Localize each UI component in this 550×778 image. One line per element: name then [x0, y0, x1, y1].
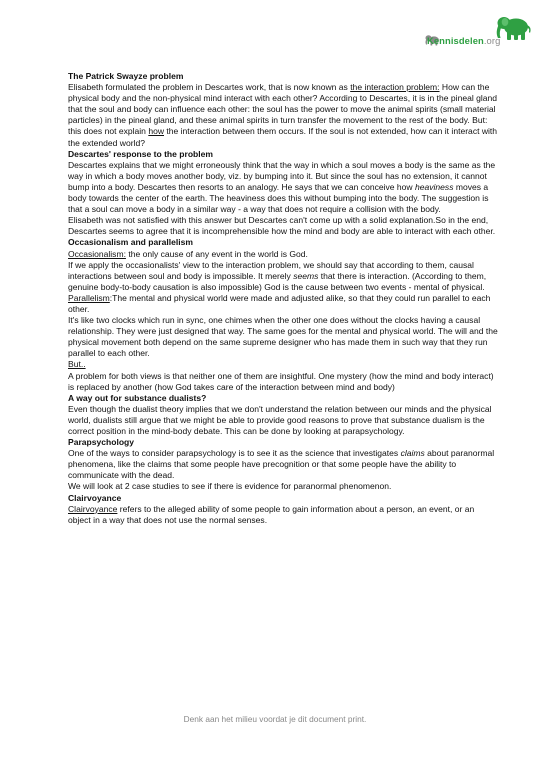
paragraph-parapsychology [68, 448, 498, 481]
text: that there is interaction. (According to them, genuine body-to-body causation is also impossible) God is the cause between two events - mental of physical. [68, 270, 487, 292]
text: refers to the alleged ability of some people to gain information about a person, an event, or an object in a way that does not use the normal senses. [68, 503, 475, 525]
text: How can the physical body and the non-physical mind interact with each other? According to Descartes, it is in the pineal gland that the soul and body can influence each other: the soul has the power to move the animal spirits (small material particles) in the pineal gland, and these animal spirits in turn transfer the movement to the rest of the body. But: this does not explain [68, 82, 498, 137]
paragraph-interaction-problem [68, 82, 498, 149]
text: about paranormal phenomena, like the claims that some people have precognition or that some people have the ability to communicate with the dead. [68, 448, 495, 481]
term-claims: claims [400, 448, 425, 459]
paragraph-but: But.. [68, 359, 86, 370]
term-heaviness: heaviness [414, 181, 454, 192]
term-seems: seems [293, 270, 319, 281]
text: Descartes explains that we might erroneously think that the way in which a soul moves a body is the same as the way in which a body moves another body, viz. by bumping into it. But since the soul has no extension, it cannot bump into a body. Descartes then resorts to an analogy. He says that we can conceive how [68, 159, 496, 192]
paragraph-case-studies: We will look at 2 case studies to see if there is evidence for paranormal phenomenon. [68, 481, 392, 492]
text: One of the ways to consider parapsychology is to see it as the science that investigates [68, 448, 401, 459]
term-how: how [148, 126, 164, 137]
logo-wordmark [427, 35, 500, 46]
text: moves a body towards the center of the earth. The heaviness does this without bumping into the body. The suggestion is that a soul can move a body in a similar way - a way that does not require a collision with the body. [68, 181, 489, 215]
paragraph-elisabeth-unsatisfied: Elisabeth was not satisfied with this answer but Descartes can't come up with a solid explanation.So in the end, Descartes seems to agree that it is incomprehensible how the mind and body are able to interact with each other. [68, 215, 496, 237]
paragraph-occasionalism-definition [68, 249, 498, 260]
text: the interaction between them occurs. If the soul is not extended, how can it interact with the extended world? [68, 126, 498, 148]
text: If we apply the occasionalists' view to the interaction problem, we should say that according to them, causal interactions between soul and body is impossible. It merely [68, 259, 474, 281]
text: :The mental and physical world were made and adjusted alike, so that they could run parallel to each other. [68, 292, 491, 314]
document-body [68, 71, 498, 526]
paragraph-occasionalism-view [68, 260, 498, 293]
paragraph-clocks-analogy: It's like two clocks which run in sync, one chimes when the other one does without the clocks having a causal relationship. They were just designed that way. The same goes for the mental and physical world. The will and the physical movement both depend on the same supreme designer who has made them in such way that they run parallel to each other. [68, 315, 498, 359]
heading-patrick-swayze: The Patrick Swayze problem [68, 71, 184, 81]
logo-brand-tld: .org [483, 35, 501, 46]
site-logo[interactable] [412, 14, 534, 50]
heading-parapsychology: Parapsychology [68, 437, 135, 448]
heading-way-out: A way out for substance dualists? [68, 392, 207, 403]
paragraph-descartes-analogy [68, 160, 498, 215]
paragraph-problem-both-views: A problem for both views is that neither one of them are insightful. One mystery (how the mind and body interact) is replaced by another (how God takes care of the interaction between mind and body) [68, 370, 494, 392]
paragraph-dualists-argue: Even though the dualist theory implies that we don't understand the relation between our minds and the physical world, dualists still argue that we might be able to provide good reasons to prove that substance dualism is the correct position in the mind-body debate. This can be done by looking at parapsychology. [68, 403, 492, 436]
heading-occasionalism-parallelism: Occasionalism and parallelism [68, 237, 193, 248]
paragraph-parallelism-definition [68, 293, 498, 315]
term-parallelism: Parallelism [68, 292, 110, 303]
heading-descartes-response: Descartes' response to the problem [68, 148, 214, 159]
heading-clairvoyance: Clairvoyance [68, 492, 122, 503]
term-interaction-problem: the interaction problem: [350, 82, 440, 93]
term-occasionalism: Occasionalism: [68, 248, 126, 259]
logo-brand-main: Kennisdelen [427, 35, 484, 46]
text: Elisabeth formulated the problem in Descartes work, that is now known as [68, 82, 351, 93]
paragraph-clairvoyance [68, 504, 498, 526]
term-clairvoyance: Clairvoyance [68, 503, 118, 514]
footer-note: Denk aan het milieu voordat je dit document print. [183, 714, 367, 724]
text: the only cause of any event in the world is God. [125, 248, 308, 259]
